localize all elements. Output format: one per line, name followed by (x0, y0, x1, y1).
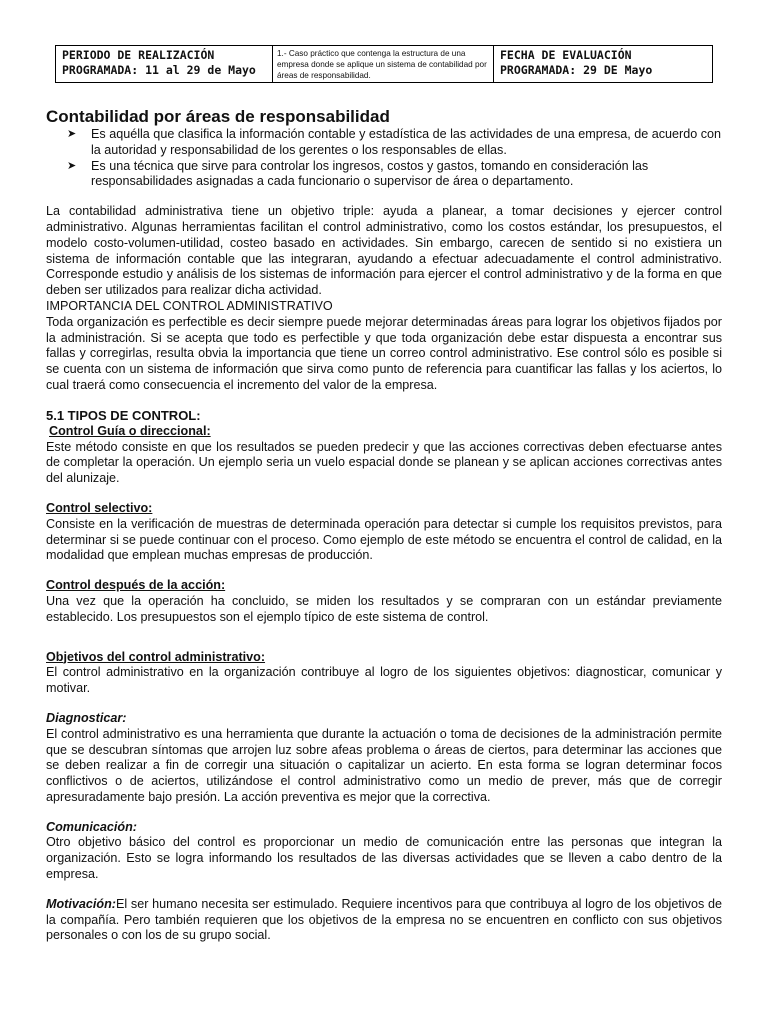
diagnosticar-text: El control administrativo es una herramienta que durante la actuación o toma de decisiones de la administración permite que se descubran síntomas que arrojen luz sobre afeas problema o áreas de ciertos, para determinar las acciones que se deben realizar a fin de corregir una situación o capitalizar un acierto. En esta forma se logran determinar focos conflictivos o de aciertos, utilizándose el control administrativo como un medio de prever, más que de corregir apresuradamente bajo presión. La acción preventiva es mejor que la correctiva. (46, 726, 722, 804)
caso-cell: 1.- Caso práctico que contenga la estructura de una empresa donde se aplique un sistema de contabilidad por áreas de responsabilidad. (273, 46, 494, 82)
periodo-value: PROGRAMADA: 11 al 29 de Mayo (62, 63, 256, 77)
arrow-bullet-icon: ➤ (67, 128, 77, 140)
definition-list (46, 127, 722, 190)
intro-paragraph: La contabilidad administrativa tiene un objetivo triple: ayuda a planear, a tomar decisiones y ejercer control administrativo. Algunas herramientas facilitan el control administrativo, como los costos estándar, los presupuestos, el modelo costo-volumen-utilidad, costeo basado en actividades. Sin embargo, carecen de sentido si no existiera un sistema de información contable que las integraran, ayudando a efectuar adecuadamente el control administrativo. Corresponde estudio y análisis de los sistemas de información para ejercer el control administrativo y de la forma en que deben ser utilizados para realizar dicha actividad. (46, 204, 722, 298)
importancia-paragraph: Toda organización es perfectible es decir siempre puede mejorar determinadas áreas para lograr los objetivos fijados por la administración. Si se acepta que todo es perfectible y que toda organización debe estar dispuesta a encontrar sus fallas y corregirlas, resulta obvia la importancia que tiene un correo control administrativo. Ese control sólo es posible si se cuenta con un sistema de información que sirva como punto de referencia para cuantificar las fallas y los aciertos, lo cual traerá como consecuencia el incremento del valor de la empresa. (46, 314, 722, 392)
selectivo-text: Consiste en la verificación de muestras de determinada operación para detectar si cumple los requisitos previstos, para determinar si se puede continuar con el proceso. Como ejemplo de este método se encuentra el control de calidad, en la modalidad que emplean muchas empresas de producción. (46, 516, 722, 563)
guia-heading: Control Guía o direccional: (49, 423, 211, 438)
motivacion-text: El ser humano necesita ser estimulado. Requiere incentivos para que contribuya al logro de los objetivos de la compañía. Pero también requieren que los objetivos de la empresa no se encuentren en conflicto con sus objetivos personales o con los de su grupo social. (46, 896, 722, 943)
fecha-label: FECHA DE EVALUACIÓN (500, 48, 632, 62)
header-table (55, 45, 713, 83)
motivacion-heading: Motivación: (46, 896, 116, 911)
document-body (46, 106, 722, 944)
despues-text: Una vez que la operación ha concluido, se miden los resultados y se compraran con un estándar previamente establecido. Los presupuestos son el ejemplo típico de este sistema de control. (46, 593, 722, 624)
objetivos-heading: Objetivos del control administrativo: (46, 649, 266, 664)
list-item-text: Es una técnica que sirve para controlar los ingresos, costos y gastos, tomando en consideración las responsabilidades asignadas a cada funcionario o supervisor de área o departamento. (91, 158, 649, 189)
objetivos-text: El control administrativo en la organización contribuye al logro de los siguientes objetivos: diagnosticar, comunicar y motivar. (46, 665, 722, 696)
periodo-cell (56, 46, 273, 82)
comunicacion-heading: Comunicación: (46, 819, 137, 834)
list-item (46, 127, 722, 159)
arrow-bullet-icon: ➤ (67, 159, 77, 172)
comunicacion-text: Otro objetivo básico del control es proporcionar un medio de comunicación entre las personas que integran la organización. Esto se logra informando los resultados de las diversas actividades que se lleven a cabo dentro de la empresa. (46, 835, 722, 882)
guia-text: Este método consiste en que los resultados se pueden predecir y que las acciones correctivas deben efectuarse antes de completar la operación. Un ejemplo seria un vuelo espacial donde se planean y se aplican acciones correctivas antes del alunizaje. (46, 439, 722, 486)
selectivo-heading: Control selectivo: (46, 500, 153, 515)
diagnosticar-heading: Diagnosticar: (46, 710, 127, 725)
list-item (46, 159, 722, 191)
importancia-heading: IMPORTANCIA DEL CONTROL ADMINISTRATIVO (46, 298, 333, 313)
fecha-value: PROGRAMADA: 29 DE Mayo (500, 63, 653, 77)
fecha-cell (494, 46, 712, 82)
list-item-text: Es aquélla que clasifica la información contable y estadística de las actividades de una empresa, de acuerdo con la autoridad y responsabilidad de los gerentes o los responsables de ellas. (91, 127, 722, 157)
periodo-label: PERIODO DE REALIZACIÓN (62, 48, 215, 62)
tipos-heading: 5.1 TIPOS DE CONTROL: (46, 407, 201, 423)
motivacion-paragraph (46, 897, 722, 944)
page-title: Contabilidad por áreas de responsabilidad (46, 107, 390, 126)
despues-heading: Control después de la acción: (46, 578, 226, 593)
